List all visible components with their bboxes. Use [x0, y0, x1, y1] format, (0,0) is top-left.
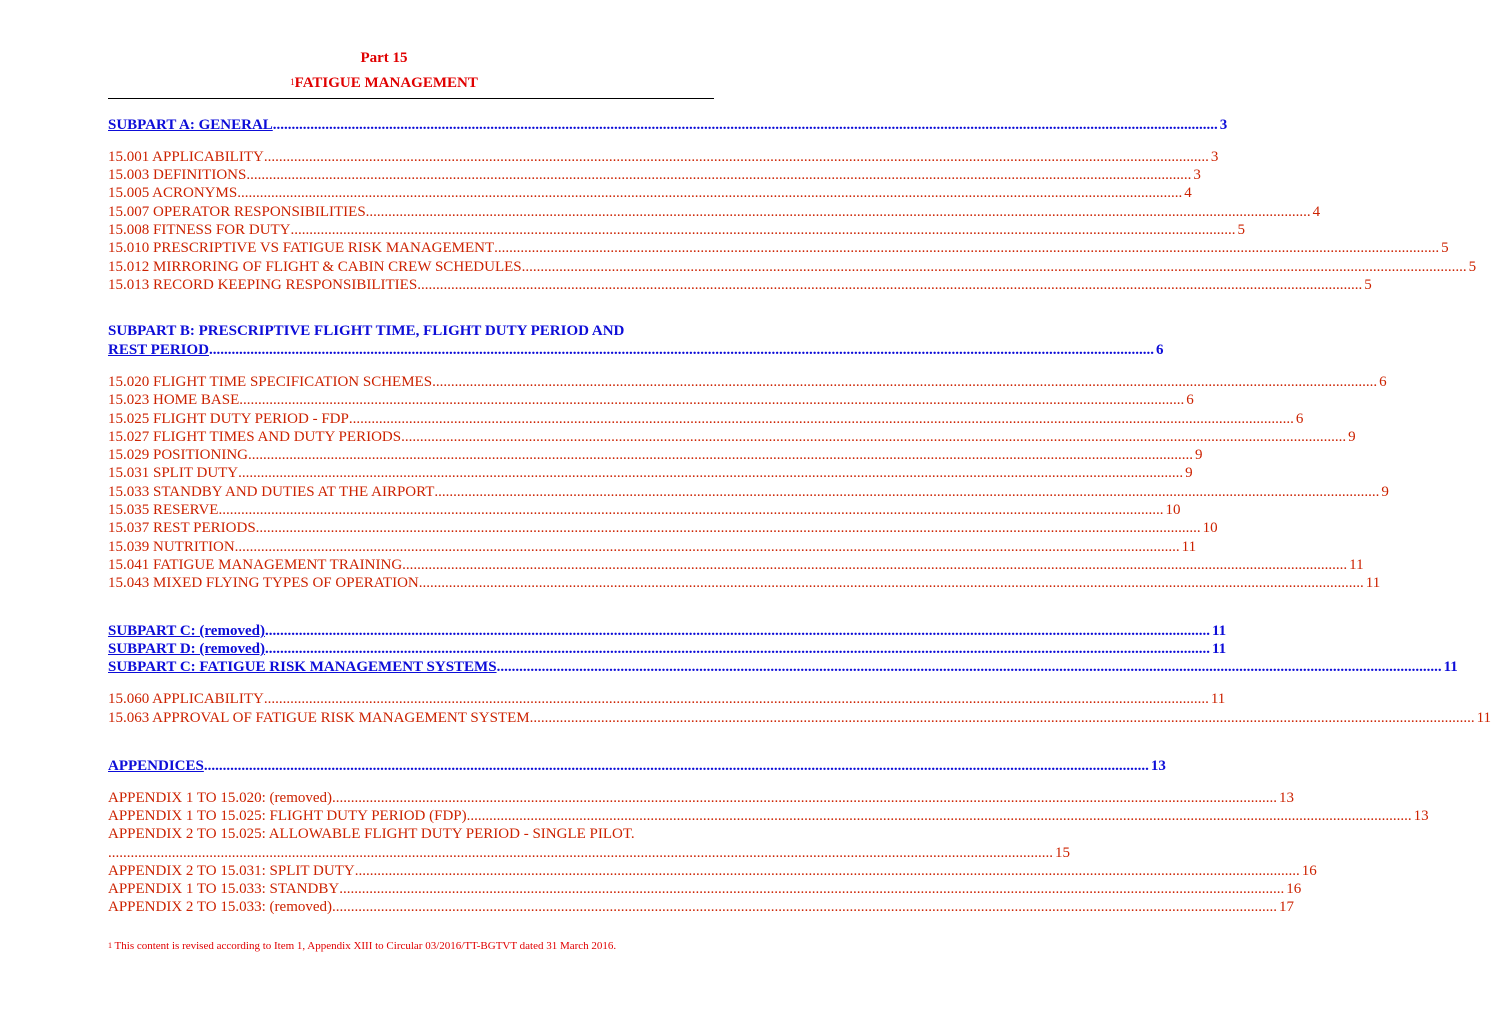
- toc-label: 15.029 POSITIONING: [108, 447, 248, 463]
- toc-label: 15.060 APPLICABILITY: [108, 691, 264, 707]
- toc-page: 13: [1413, 808, 1429, 824]
- toc-dots: ............................................................................................................................................................................................................................................................: [238, 465, 1184, 481]
- toc-entry[interactable]: [108, 690, 1226, 708]
- toc-dots: ............................................................................................................................................................................................................................................................: [496, 659, 1442, 675]
- toc-page: 17: [1279, 899, 1295, 915]
- toc-label: 15.037 REST PERIODS: [108, 520, 256, 536]
- toc-entry-subpart-a[interactable]: [108, 116, 1228, 134]
- toc-page: 16: [1286, 881, 1302, 897]
- toc-entry[interactable]: [108, 464, 1193, 482]
- toc-dots: ............................................................................................................................................................................................................................................................: [239, 392, 1185, 408]
- toc-entry[interactable]: [108, 221, 1246, 239]
- toc-dots: ............................................................................................................................................................................................................................................................: [290, 222, 1236, 238]
- toc-entry[interactable]: [108, 276, 1372, 294]
- toc-dots: ............................................................................................................................................................................................................................................................: [402, 557, 1348, 573]
- toc-entry[interactable]: [108, 166, 1201, 184]
- title-text: FATIGUE MANAGEMENT: [294, 75, 478, 91]
- toc-dots: ............................................................................................................................................................................................................................................................: [203, 758, 1149, 774]
- toc-label: 15.043 MIXED FLYING TYPES OF OPERATION: [108, 575, 419, 591]
- toc-entry[interactable]: [108, 844, 1070, 862]
- toc-page: 9: [1348, 429, 1356, 445]
- toc-entry[interactable]: [108, 709, 1491, 727]
- toc-dots: ............................................................................................................................................................................................................................................................: [246, 167, 1192, 183]
- toc-entry[interactable]: [108, 428, 1356, 446]
- toc-page: 11: [1211, 623, 1227, 639]
- toc-page: 13: [1150, 758, 1166, 774]
- toc-entry[interactable]: [108, 373, 1387, 391]
- toc-dots: ............................................................................................................................................................................................................................................................: [466, 808, 1412, 824]
- title-rule: [108, 98, 714, 99]
- toc-dots: ............................................................................................................................................................................................................................................................: [354, 863, 1300, 879]
- footnote: [108, 940, 616, 952]
- toc-page: 5: [1237, 222, 1246, 238]
- toc-label: 15.001 APPLICABILITY: [108, 149, 264, 165]
- toc-dots: ............................................................................................................................................................................................................................................................: [494, 240, 1440, 256]
- toc-label: SUBPART C: (removed): [108, 623, 265, 639]
- toc-page: 5: [1468, 259, 1477, 275]
- toc-label: APPENDIX 1 TO 15.020: (removed): [108, 790, 333, 806]
- toc-label: 15.027 FLIGHT TIMES AND DUTY PERIODS: [108, 429, 402, 445]
- toc-label: SUBPART D: (removed): [108, 641, 265, 657]
- toc-dots: ............................................................................................................................................................................................................................................................: [401, 429, 1347, 445]
- toc-page: 11: [1211, 641, 1227, 657]
- toc-entry-subpart-b[interactable]: [108, 341, 1164, 359]
- toc-label: 15.033 STANDBY AND DUTIES AT THE AIRPORT: [108, 484, 435, 500]
- toc-entry[interactable]: [108, 258, 1477, 276]
- toc-entry[interactable]: [108, 519, 1218, 537]
- toc-entry[interactable]: [108, 446, 1203, 464]
- toc-entry[interactable]: [108, 483, 1389, 501]
- toc-dots: ............................................................................................................................................................................................................................................................: [263, 691, 1209, 707]
- toc-page: 11: [1181, 539, 1197, 555]
- toc-label: 15.063 APPROVAL OF FATIGUE RISK MANAGEMENT SYSTEM: [108, 710, 530, 726]
- toc-label: 15.020 FLIGHT TIME SPECIFICATION SCHEMES: [108, 374, 433, 390]
- toc-page: 13: [1279, 790, 1295, 806]
- toc-label: 15.003 DEFINITIONS: [108, 167, 247, 183]
- toc-entry[interactable]: [108, 239, 1449, 257]
- toc-page: 6: [1186, 392, 1194, 408]
- footnote-marker: 1: [290, 77, 295, 87]
- toc-dots: ............................................................................................................................................................................................................................................................: [418, 575, 1364, 591]
- toc-entry[interactable]: [108, 789, 1295, 807]
- toc-dots: ............................................................................................................................................................................................................................................................: [263, 149, 1209, 165]
- document-title: [0, 75, 768, 92]
- toc-label: APPENDIX 1 TO 15.025: FLIGHT DUTY PERIOD (FDP): [108, 808, 467, 824]
- toc-dots: ............................................................................................................................................................................................................................................................: [332, 790, 1278, 806]
- toc-entry[interactable]: [108, 410, 1304, 428]
- toc-label: SUBPART A: GENERAL: [108, 117, 273, 133]
- toc-dots: ............................................................................................................................................................................................................................................................: [264, 623, 1210, 639]
- toc-entry-subpart-b-line1[interactable]: SUBPART B: PRESCRIPTIVE FLIGHT TIME, FLIGHT DUTY PERIOD AND: [108, 323, 625, 339]
- toc-entry[interactable]: [108, 538, 1197, 556]
- toc-label: REST PERIOD: [108, 342, 210, 358]
- part-title: Part 15: [360, 50, 408, 66]
- toc-dots: ............................................................................................................................................................................................................................................................: [348, 411, 1294, 427]
- toc-page: 6: [1156, 342, 1164, 358]
- toc-dots: ............................................................................................................................................................................................................................................................: [432, 374, 1378, 390]
- toc-dots: ............................................................................................................................................................................................................................................................: [529, 710, 1475, 726]
- toc-label: SUBPART C: FATIGUE RISK MANAGEMENT SYSTEMS: [108, 659, 497, 675]
- toc-page: 11: [1349, 557, 1364, 573]
- toc-entry[interactable]: [108, 807, 1429, 825]
- toc-dots: ............................................................................................................................................................................................................................................................: [234, 539, 1180, 555]
- toc-dots: ............................................................................................................................................................................................................................................................: [209, 342, 1155, 358]
- toc-label: 15.039 NUTRITION: [108, 539, 235, 555]
- toc-label: APPENDICES: [108, 758, 204, 774]
- footnote-marker: 1: [108, 941, 112, 950]
- toc-dots: ............................................................................................................................................................................................................................................................: [218, 502, 1164, 518]
- toc-label: APPENDIX 1 TO 15.033: STANDBY: [108, 881, 340, 897]
- toc-entry-subpart-c-removed[interactable]: [108, 622, 1227, 640]
- toc-dots: ............................................................................................................................................................................................................................................................: [417, 277, 1363, 293]
- toc-entry[interactable]: [108, 391, 1194, 409]
- toc-label: 15.025 FLIGHT DUTY PERIOD - FDP: [108, 411, 349, 427]
- toc-dots: ............................................................................................................................................................................................................................................................: [264, 641, 1210, 657]
- toc-entry-subpart-d-removed[interactable]: [108, 640, 1227, 658]
- toc-dots: ............................................................................................................................................................................................................................................................: [434, 484, 1380, 500]
- toc-page: 11: [1210, 691, 1226, 707]
- toc-page: 11: [1365, 575, 1381, 591]
- toc-dots: ............................................................................................................................................................................................................................................................: [332, 899, 1278, 915]
- toc-dots: ............................................................................................................................................................................................................................................................: [272, 117, 1218, 133]
- toc-page: 6: [1295, 411, 1304, 427]
- toc-dots: ............................................................................................................................................................................................................................................................: [108, 845, 1053, 861]
- toc-page: 3: [1193, 167, 1201, 183]
- toc-entry-line1[interactable]: APPENDIX 2 TO 15.025: ALLOWABLE FLIGHT DUTY PERIOD - SINGLE PILOT.: [108, 826, 635, 842]
- toc-entry[interactable]: [108, 501, 1181, 519]
- footnote-text: This content is revised according to Item 1, Appendix XIII to Circular 03/2016/TT-BGTVT dated 31 March 2016.: [112, 940, 617, 952]
- toc-page: 10: [1165, 502, 1181, 518]
- toc-page: 11: [1476, 710, 1491, 726]
- toc-page: 10: [1202, 520, 1218, 536]
- toc-label: 15.023 HOME BASE: [108, 392, 240, 408]
- toc-page: 3: [1219, 117, 1228, 133]
- toc-entry[interactable]: [108, 203, 1321, 221]
- toc-page: 3: [1210, 149, 1219, 165]
- toc-page: 11: [1443, 659, 1458, 675]
- toc-page: 9: [1381, 484, 1389, 500]
- toc-label: 15.008 FITNESS FOR DUTY: [108, 222, 291, 238]
- toc-entry[interactable]: [108, 880, 1302, 898]
- toc-label: APPENDIX 2 TO 15.031: SPLIT DUTY: [108, 863, 355, 879]
- toc-label: 15.013 RECORD KEEPING RESPONSIBILITIES: [108, 277, 418, 293]
- toc-entry[interactable]: [108, 898, 1295, 916]
- toc-entry-appendices[interactable]: [108, 757, 1166, 775]
- toc-label: 15.005 ACRONYMS: [108, 185, 238, 201]
- toc-page: 6: [1379, 374, 1387, 390]
- toc-page: 5: [1441, 240, 1449, 256]
- toc-page: 5: [1364, 277, 1372, 293]
- toc-dots: ............................................................................................................................................................................................................................................................: [365, 204, 1311, 220]
- toc-dots: ............................................................................................................................................................................................................................................................: [521, 259, 1467, 275]
- toc-entry[interactable]: [108, 574, 1381, 592]
- toc-page: 15: [1055, 845, 1070, 861]
- toc-entry[interactable]: [108, 148, 1219, 166]
- toc-entry[interactable]: [108, 862, 1317, 880]
- toc-page: 16: [1301, 863, 1317, 879]
- toc-entry[interactable]: [108, 184, 1192, 202]
- toc-label: 15.012 MIRRORING OF FLIGHT & CABIN CREW SCHEDULES: [108, 259, 522, 275]
- toc-label: 15.031 SPLIT DUTY: [108, 465, 239, 481]
- toc-dots: ............................................................................................................................................................................................................................................................: [339, 881, 1285, 897]
- toc-dots: ............................................................................................................................................................................................................................................................: [248, 447, 1193, 463]
- toc-dots: ............................................................................................................................................................................................................................................................: [237, 185, 1183, 201]
- toc-page: 4: [1184, 185, 1192, 201]
- toc-dots: ............................................................................................................................................................................................................................................................: [255, 520, 1201, 536]
- toc-label: 15.007 OPERATOR RESPONSIBILITIES: [108, 204, 366, 220]
- toc-label: APPENDIX 2 TO 15.033: (removed): [108, 899, 333, 915]
- toc-label: 15.035 RESERVE: [108, 502, 219, 518]
- toc-page: 9: [1185, 465, 1193, 481]
- toc-page: 4: [1312, 204, 1321, 220]
- toc-entry-subpart-c-frms[interactable]: [108, 658, 1458, 676]
- toc-page: 9: [1195, 447, 1203, 463]
- toc-label: 15.041 FATIGUE MANAGEMENT TRAINING: [108, 557, 403, 573]
- toc-entry[interactable]: [108, 556, 1364, 574]
- toc-label: 15.010 PRESCRIPTIVE VS FATIGUE RISK MANAGEMENT: [108, 240, 495, 256]
